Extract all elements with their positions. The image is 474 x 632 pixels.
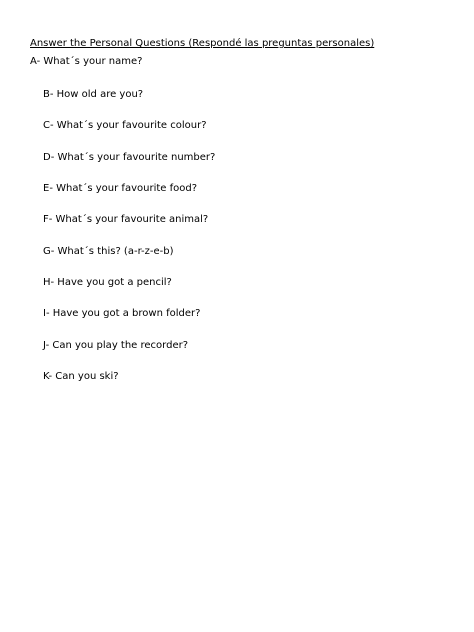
question-d: D- What´s your favourite number? <box>43 152 216 163</box>
question-a: A- What´s your name? <box>30 56 143 67</box>
question-k: K- Can you ski? <box>43 371 119 382</box>
question-e: E- What´s your favourite food? <box>43 183 198 194</box>
question-f: F- What´s your favourite animal? <box>43 214 209 225</box>
question-b: B- How old are you? <box>43 89 144 100</box>
question-g: G- What´s this? (a-r-z-e-b) <box>43 246 174 257</box>
worksheet-title: Answer the Personal Questions (Respondé las preguntas personales) <box>30 38 375 49</box>
question-j: J- Can you play the recorder? <box>43 340 189 351</box>
question-h: H- Have you got a pencil? <box>43 277 172 288</box>
question-i: I- Have you got a brown folder? <box>43 308 201 319</box>
question-c: C- What´s your favourite colour? <box>43 120 207 131</box>
